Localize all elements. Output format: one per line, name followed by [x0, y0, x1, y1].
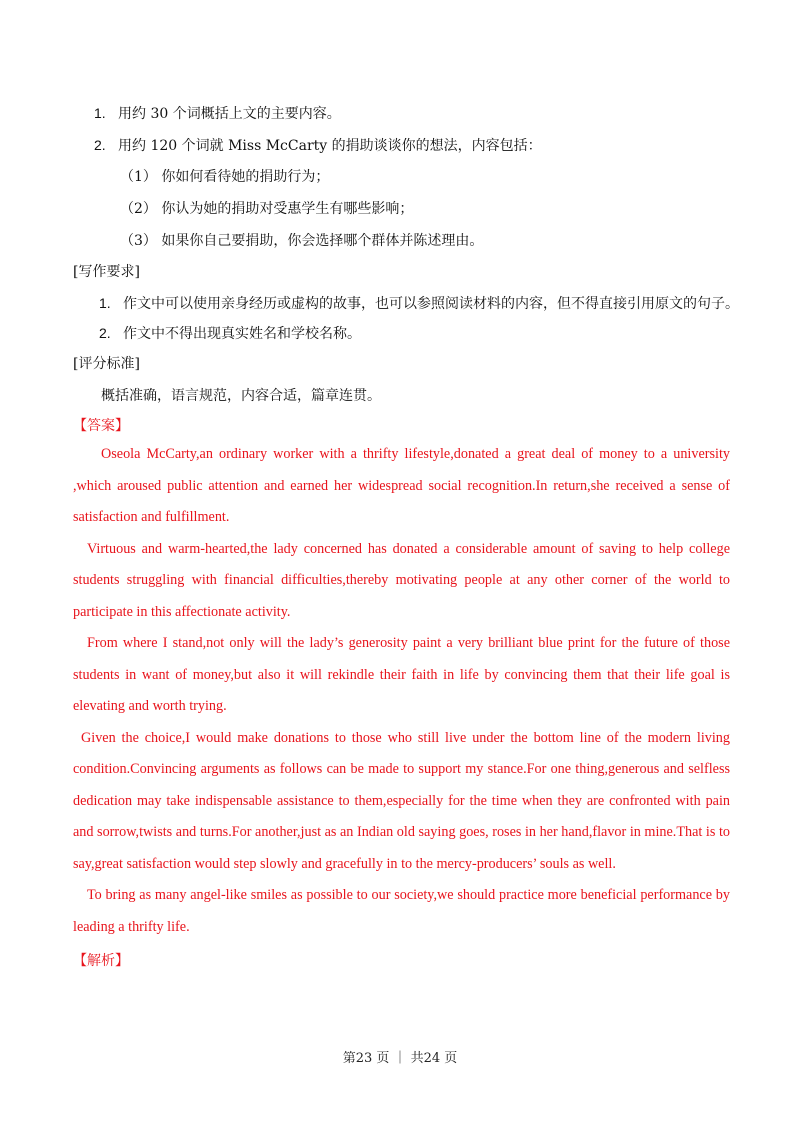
requirements-heading: [写作要求] [73, 264, 140, 280]
question-text: 用约 120 个词就 Miss McCarty 的捐助谈谈你的想法，内容包括： [118, 138, 542, 154]
question-number: 1. [94, 105, 106, 121]
requirement-text: 作文中可以使用亲身经历或虚构的故事，也可以参照阅读材料的内容，但不得直接引用原文的句子。 [123, 296, 739, 312]
answer-body [73, 439, 730, 943]
requirement-number: 1. [99, 295, 111, 311]
answer-paragraph: Oseola McCarty,an ordinary worker with a thrifty lifestyle,donated a great deal of money to a university ,which aroused public attention and earned her widespread social recognition.In return,she received a sense of satisfaction and fulfillment. [73, 446, 730, 525]
answer-paragraph: To bring as many angel-like smiles as possible to our society,we should practice more beneficial performance by leading a thrifty life. [73, 887, 730, 935]
requirement-2 [99, 324, 361, 343]
answer-paragraph: Virtuous and warm-hearted,the lady concerned has donated a considerable amount of saving to help college students struggling with financial difficulties,thereby motivating people at any other corner of the world to participate in this affectionate activity. [73, 540, 730, 620]
page-footer: 第23 页 ｜ 共24 页 [342, 1051, 458, 1066]
sub-point-1: （1） 你如何看待她的捐助行为； [120, 169, 330, 185]
question-1 [94, 104, 341, 123]
question-number: 2. [94, 137, 106, 153]
sub-point-2: （2） 你认为她的捐助对受惠学生有哪些影响； [120, 201, 414, 217]
sub-point-3: （3） 如果你自己要捐助，你会选择哪个群体并陈述理由。 [120, 233, 484, 249]
question-2 [94, 136, 542, 155]
answer-heading: 【答案】 [73, 418, 129, 434]
answer-paragraph: From where I stand,not only will the lady’s generosity paint a very brilliant blue print for the future of those students in want of money,but also it will rekindle their faith in life by convincing them that their life goal is elevating and worth trying. [73, 635, 730, 714]
requirement-text: 作文中不得出现真实姓名和学校名称。 [123, 326, 361, 342]
requirement-1 [99, 294, 739, 313]
question-text: 用约 30 个词概括上文的主要内容。 [118, 106, 341, 122]
answer-paragraph: Given the choice,I would make donations to those who still live under the bottom line of the modern living condition.Convincing arguments as follows can be made to support my stance.For one thing,generous and selfless dedication may take indispensable assistance to them,especially for the time when they are confronted with pain and sorrow,twists and turns.For another,just as an Indian old saying goes, roses in her hand,flavor in mine.That is to say,great satisfaction would step slowly and gracefully in to the mercy-producers’ souls as well. [73, 729, 730, 872]
analysis-heading: 【解析】 [73, 953, 129, 969]
criteria-text: 概括准确，语言规范，内容合适，篇章连贯。 [101, 388, 381, 404]
requirement-number: 2. [99, 325, 111, 341]
criteria-heading: [评分标准] [73, 356, 140, 372]
